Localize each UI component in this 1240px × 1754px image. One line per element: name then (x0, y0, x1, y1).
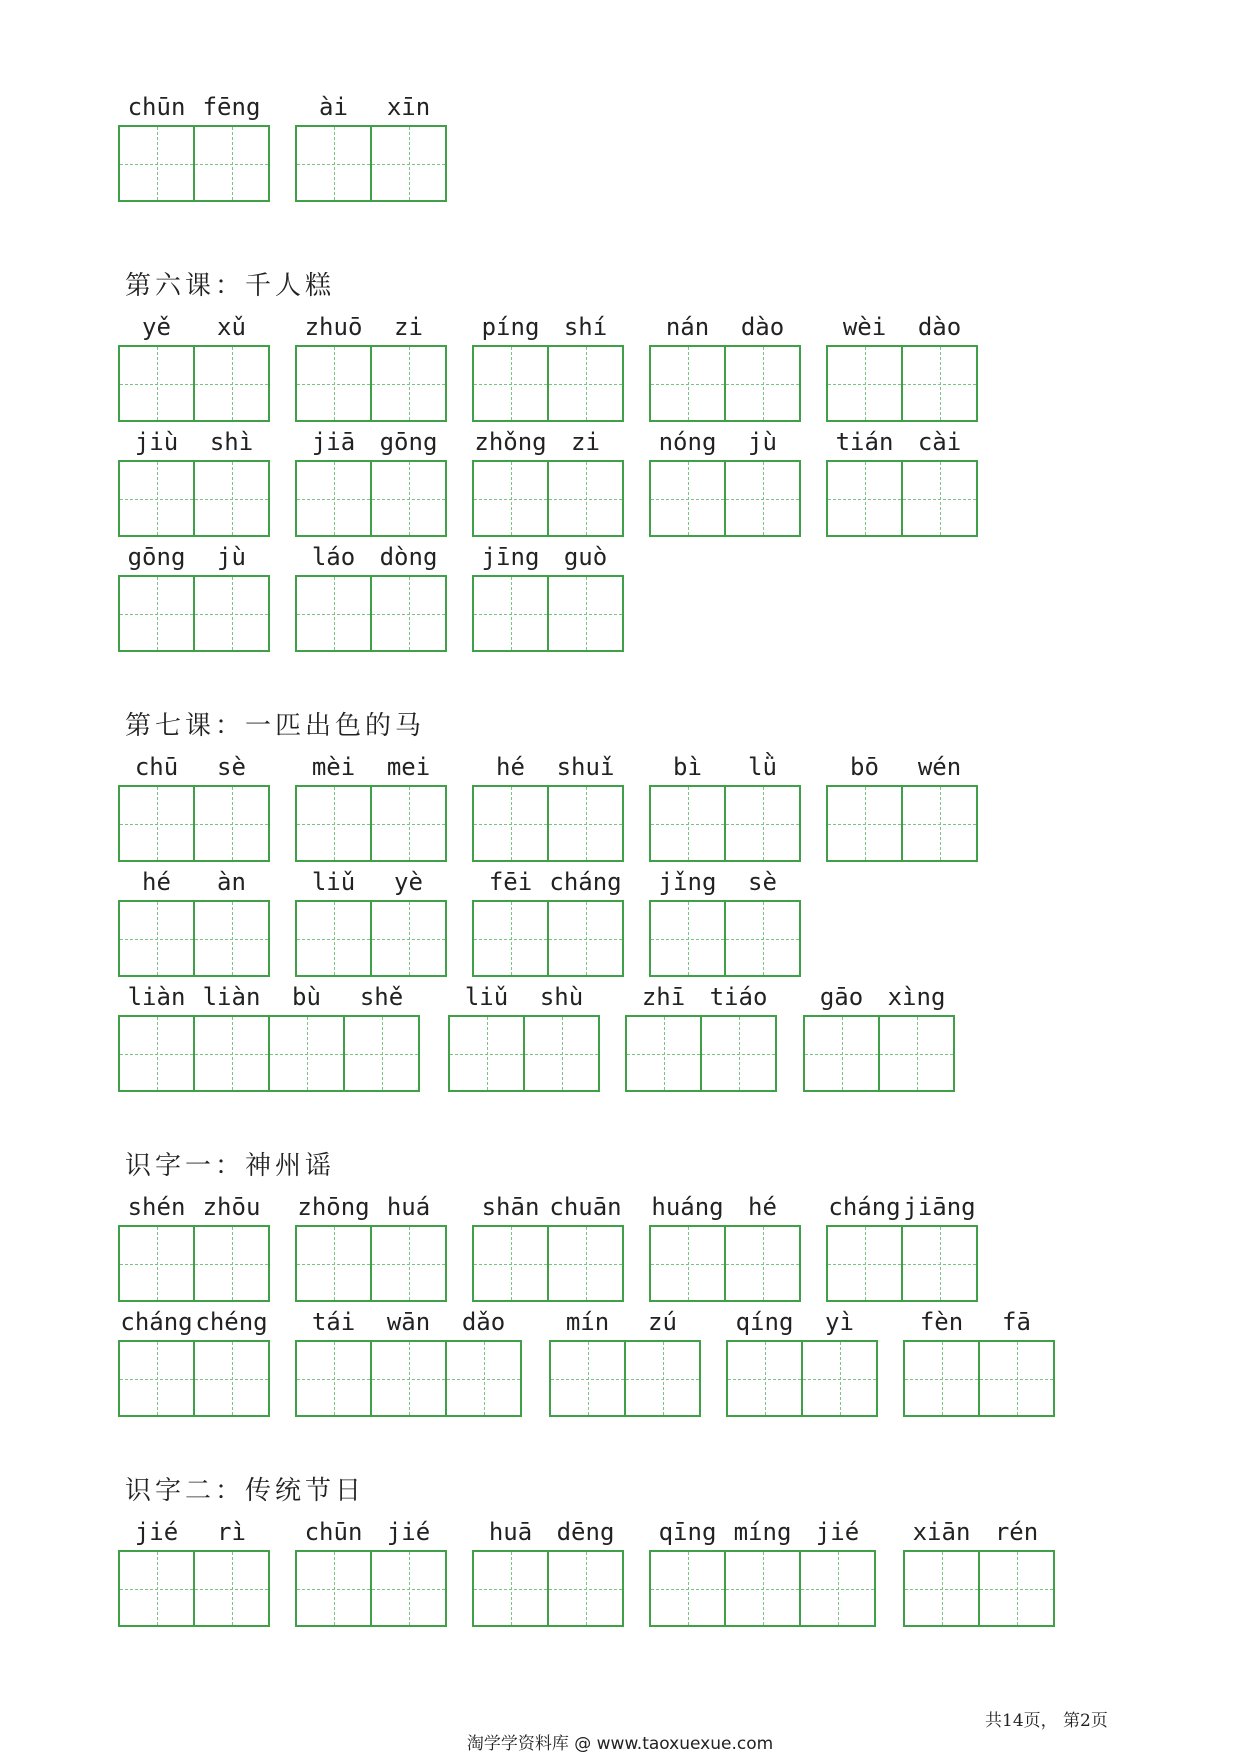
pinyin-syllable: xiān (912, 1518, 971, 1546)
writing-cell[interactable] (649, 1550, 726, 1627)
pinyin-row (826, 1192, 978, 1222)
pinyin-syllable: tián (835, 428, 894, 456)
writing-cell[interactable] (523, 1015, 600, 1092)
tian-grid (826, 785, 978, 862)
writing-cell[interactable] (193, 1015, 270, 1092)
tian-grid (649, 1225, 801, 1302)
tian-grid (295, 785, 447, 862)
writing-cell[interactable] (901, 345, 978, 422)
pinyin-syllable: jié (386, 1518, 431, 1546)
pinyin-row (549, 1307, 701, 1337)
pinyin-syllable: shí (563, 313, 608, 341)
pinyin-row (649, 1192, 801, 1222)
writing-cell[interactable] (472, 345, 549, 422)
writing-cell[interactable] (724, 460, 801, 537)
tian-grid (649, 785, 801, 862)
pinyin-syllable: yě (142, 313, 171, 341)
pinyin-syllable: liàn (127, 983, 186, 1011)
writing-cell[interactable] (370, 1340, 447, 1417)
writing-cell[interactable] (295, 1550, 372, 1627)
pinyin-syllable: fēng (202, 93, 261, 121)
tian-grid (826, 460, 978, 537)
pinyin-row (472, 867, 624, 897)
pinyin-row (118, 1307, 270, 1337)
pinyin-syllable: guò (563, 543, 608, 571)
pinyin-syllable: nán (665, 313, 710, 341)
tian-grid (649, 1550, 876, 1627)
pinyin-row (295, 1517, 447, 1547)
pinyin-syllable: tái (311, 1308, 356, 1336)
writing-cell[interactable] (370, 900, 447, 977)
pinyin-row (118, 1192, 270, 1222)
writing-cell[interactable] (649, 900, 726, 977)
writing-cell[interactable] (370, 785, 447, 862)
pinyin-syllable: jiù (134, 428, 179, 456)
pinyin-row (448, 982, 600, 1012)
pinyin-syllable: nóng (658, 428, 717, 456)
writing-cell[interactable] (295, 125, 372, 202)
pinyin-syllable: chuān (549, 1193, 622, 1221)
writing-cell[interactable] (295, 900, 372, 977)
pinyin-syllable: liǔ (311, 868, 356, 896)
writing-cell[interactable] (978, 1340, 1055, 1417)
pinyin-row (295, 1192, 447, 1222)
pinyin-syllable: fēi (488, 868, 533, 896)
writing-cell[interactable] (295, 460, 372, 537)
pinyin-row (295, 312, 447, 342)
tian-grid (118, 345, 270, 422)
writing-cell[interactable] (118, 575, 195, 652)
pinyin-row (472, 752, 624, 782)
pinyin-syllable: xìng (887, 983, 946, 1011)
writing-cell[interactable] (649, 785, 726, 862)
writing-cell[interactable] (295, 1225, 372, 1302)
pinyin-row (118, 92, 270, 122)
writing-cell[interactable] (445, 1340, 522, 1417)
tian-grid (295, 125, 447, 202)
pinyin-syllable: zhuō (304, 313, 363, 341)
pinyin-syllable: cháng (549, 868, 622, 896)
tian-grid (295, 575, 447, 652)
pinyin-syllable: gāo (819, 983, 864, 1011)
pinyin-row (649, 1517, 876, 1547)
writing-cell[interactable] (193, 460, 270, 537)
pinyin-row (826, 312, 978, 342)
pinyin-syllable: zhī (641, 983, 686, 1011)
pinyin-syllable: jié (134, 1518, 179, 1546)
writing-cell[interactable] (472, 460, 549, 537)
tian-grid (472, 900, 624, 977)
writing-cell[interactable] (799, 1550, 876, 1627)
tian-grid (649, 345, 801, 422)
writing-cell[interactable] (118, 1015, 195, 1092)
writing-cell[interactable] (370, 1225, 447, 1302)
lesson-title: 第六课：千人糕 (125, 271, 336, 301)
pinyin-syllable: liàn (202, 983, 261, 1011)
pinyin-syllable: yè (394, 868, 423, 896)
pinyin-syllable: zhōu (202, 1193, 261, 1221)
tian-grid (118, 1550, 270, 1627)
writing-cell[interactable] (118, 1340, 195, 1417)
pinyin-syllable: dào (917, 313, 962, 341)
site-watermark: 淘学学资料库 @ www.taoxuexue.com (466, 1734, 774, 1754)
pinyin-syllable: ài (319, 93, 348, 121)
pinyin-syllable: jù (217, 543, 246, 571)
pinyin-syllable: gōng (379, 428, 438, 456)
pinyin-syllable: zi (571, 428, 600, 456)
tian-grid (903, 1550, 1055, 1627)
pinyin-syllable: cài (917, 428, 962, 456)
writing-cell[interactable] (901, 460, 978, 537)
writing-cell[interactable] (901, 1225, 978, 1302)
pinyin-syllable: shì (209, 428, 254, 456)
tian-grid (118, 460, 270, 537)
pinyin-syllable: bì (673, 753, 702, 781)
tian-grid (472, 575, 624, 652)
writing-cell[interactable] (649, 1225, 726, 1302)
pinyin-syllable: mín (565, 1308, 610, 1336)
pinyin-row (295, 92, 447, 122)
tian-grid (472, 785, 624, 862)
writing-cell[interactable] (343, 1015, 420, 1092)
tian-grid (295, 460, 447, 537)
pinyin-syllable: huáng (651, 1193, 724, 1221)
writing-cell[interactable] (295, 1340, 372, 1417)
tian-grid (118, 1225, 270, 1302)
pinyin-row (649, 867, 801, 897)
writing-cell[interactable] (370, 1550, 447, 1627)
tian-grid (803, 1015, 955, 1092)
pinyin-syllable: zú (648, 1308, 677, 1336)
tian-grid (118, 900, 270, 977)
pinyin-syllable: shě (359, 983, 404, 1011)
pinyin-row (295, 427, 447, 457)
pinyin-syllable: hé (142, 868, 171, 896)
pinyin-syllable: dòng (379, 543, 438, 571)
pinyin-row (118, 1517, 270, 1547)
pinyin-syllable: míng (733, 1518, 792, 1546)
pinyin-syllable: jǐng (658, 868, 717, 896)
pinyin-row (118, 982, 420, 1012)
pinyin-syllable: rì (217, 1518, 246, 1546)
writing-cell[interactable] (803, 1015, 880, 1092)
pinyin-syllable: fā (1002, 1308, 1031, 1336)
writing-cell[interactable] (547, 460, 624, 537)
pinyin-row (118, 312, 270, 342)
pinyin-syllable: huā (488, 1518, 533, 1546)
writing-cell[interactable] (547, 1550, 624, 1627)
writing-cell[interactable] (978, 1550, 1055, 1627)
pinyin-row (118, 427, 270, 457)
writing-cell[interactable] (472, 785, 549, 862)
tian-grid (472, 460, 624, 537)
pinyin-row (826, 752, 978, 782)
writing-cell[interactable] (370, 460, 447, 537)
tian-grid (295, 345, 447, 422)
pinyin-syllable: rén (994, 1518, 1039, 1546)
pinyin-row (295, 1307, 522, 1337)
writing-cell[interactable] (724, 345, 801, 422)
writing-cell[interactable] (193, 345, 270, 422)
pinyin-syllable: dào (740, 313, 785, 341)
writing-cell[interactable] (903, 1550, 980, 1627)
writing-cell[interactable] (649, 460, 726, 537)
pinyin-syllable: yì (825, 1308, 854, 1336)
tian-grid (118, 575, 270, 652)
pinyin-syllable: bō (850, 753, 879, 781)
pinyin-syllable: sè (748, 868, 777, 896)
writing-cell[interactable] (118, 460, 195, 537)
pinyin-row (118, 867, 270, 897)
pinyin-syllable: xǔ (217, 313, 246, 341)
pinyin-row (625, 982, 777, 1012)
pinyin-row (803, 982, 955, 1012)
pinyin-row (472, 542, 624, 572)
writing-cell[interactable] (724, 785, 801, 862)
pinyin-syllable: shuǐ (556, 753, 615, 781)
writing-cell[interactable] (826, 785, 903, 862)
pinyin-row (472, 1192, 624, 1222)
pinyin-syllable: hé (748, 1193, 777, 1221)
writing-cell[interactable] (826, 460, 903, 537)
pinyin-row (118, 542, 270, 572)
tian-grid (118, 1015, 420, 1092)
pinyin-row (649, 752, 801, 782)
page-number: 共14页， 第2页 (985, 1711, 1108, 1731)
tian-grid (295, 900, 447, 977)
pinyin-syllable: dǎo (461, 1308, 506, 1336)
writing-cell[interactable] (801, 1340, 878, 1417)
tian-grid (472, 345, 624, 422)
pinyin-syllable: xīn (386, 93, 431, 121)
pinyin-syllable: wān (386, 1308, 431, 1336)
tian-grid (472, 1225, 624, 1302)
writing-cell[interactable] (826, 345, 903, 422)
writing-cell[interactable] (118, 785, 195, 862)
pinyin-syllable: wèi (842, 313, 887, 341)
writing-cell[interactable] (193, 1340, 270, 1417)
writing-cell[interactable] (118, 1225, 195, 1302)
tian-grid (903, 1340, 1055, 1417)
pinyin-row (472, 312, 624, 342)
pinyin-row (295, 867, 447, 897)
writing-cell[interactable] (547, 1225, 624, 1302)
pinyin-syllable: jīng (481, 543, 540, 571)
tian-grid (118, 125, 270, 202)
writing-cell[interactable] (268, 1015, 345, 1092)
pinyin-row (903, 1307, 1055, 1337)
writing-cell[interactable] (903, 1340, 980, 1417)
pinyin-row (903, 1517, 1055, 1547)
lesson-title: 识字二：传统节日 (125, 1476, 366, 1506)
pinyin-syllable: zhōng (297, 1193, 370, 1221)
writing-cell[interactable] (878, 1015, 955, 1092)
pinyin-syllable: huá (386, 1193, 431, 1221)
tian-grid (549, 1340, 701, 1417)
writing-cell[interactable] (625, 1015, 702, 1092)
writing-cell[interactable] (472, 1550, 549, 1627)
writing-cell[interactable] (193, 1225, 270, 1302)
pinyin-syllable: bù (292, 983, 321, 1011)
pinyin-syllable: chū (134, 753, 179, 781)
pinyin-syllable: shān (481, 1193, 540, 1221)
pinyin-row (726, 1307, 878, 1337)
pinyin-row (118, 752, 270, 782)
writing-cell[interactable] (901, 785, 978, 862)
tian-grid (118, 785, 270, 862)
pinyin-row (826, 427, 978, 457)
tian-grid (649, 460, 801, 537)
pinyin-syllable: jiā (311, 428, 356, 456)
tian-grid (649, 900, 801, 977)
writing-cell[interactable] (472, 900, 549, 977)
tian-grid (625, 1015, 777, 1092)
writing-cell[interactable] (700, 1015, 777, 1092)
writing-cell[interactable] (193, 785, 270, 862)
pinyin-syllable: chūn (304, 1518, 363, 1546)
pinyin-syllable: liǔ (464, 983, 509, 1011)
writing-cell[interactable] (472, 575, 549, 652)
pinyin-syllable: àn (217, 868, 246, 896)
pinyin-syllable: láo (311, 543, 356, 571)
pinyin-syllable: lǜ (748, 753, 777, 781)
pinyin-row (295, 752, 447, 782)
writing-cell[interactable] (472, 1225, 549, 1302)
pinyin-row (649, 427, 801, 457)
tian-grid (295, 1550, 447, 1627)
pinyin-syllable: hé (496, 753, 525, 781)
pinyin-syllable: mèi (311, 753, 356, 781)
writing-cell[interactable] (193, 1550, 270, 1627)
writing-cell[interactable] (118, 900, 195, 977)
writing-cell[interactable] (118, 125, 195, 202)
tian-grid (448, 1015, 600, 1092)
writing-cell[interactable] (547, 345, 624, 422)
writing-cell[interactable] (118, 345, 195, 422)
writing-cell[interactable] (370, 345, 447, 422)
writing-cell[interactable] (370, 125, 447, 202)
pinyin-syllable: píng (481, 313, 540, 341)
lesson-title: 识字一：神州谣 (125, 1151, 336, 1181)
writing-cell[interactable] (193, 575, 270, 652)
writing-cell[interactable] (724, 1550, 801, 1627)
pinyin-syllable: zhǒng (474, 428, 547, 456)
pinyin-syllable: gōng (127, 543, 186, 571)
writing-cell[interactable] (649, 345, 726, 422)
writing-cell[interactable] (724, 1225, 801, 1302)
writing-cell[interactable] (448, 1015, 525, 1092)
writing-cell[interactable] (547, 575, 624, 652)
writing-cell[interactable] (547, 900, 624, 977)
writing-cell[interactable] (726, 1340, 803, 1417)
pinyin-syllable: fèn (919, 1308, 964, 1336)
tian-grid (118, 1340, 270, 1417)
writing-cell[interactable] (295, 785, 372, 862)
pinyin-syllable: cháng (828, 1193, 901, 1221)
pinyin-syllable: cháng (120, 1308, 193, 1336)
pinyin-syllable: mei (386, 753, 431, 781)
pinyin-syllable: shù (539, 983, 584, 1011)
writing-cell[interactable] (370, 575, 447, 652)
pinyin-row (472, 427, 624, 457)
pinyin-syllable: zi (394, 313, 423, 341)
pinyin-row (472, 1517, 624, 1547)
writing-cell[interactable] (724, 900, 801, 977)
writing-cell[interactable] (193, 125, 270, 202)
tian-grid (295, 1225, 447, 1302)
writing-cell[interactable] (118, 1550, 195, 1627)
pinyin-syllable: wén (917, 753, 962, 781)
writing-cell[interactable] (826, 1225, 903, 1302)
writing-cell[interactable] (295, 345, 372, 422)
pinyin-syllable: qíng (735, 1308, 794, 1336)
pinyin-syllable: qīng (658, 1518, 717, 1546)
pinyin-syllable: chéng (195, 1308, 268, 1336)
pinyin-syllable: chūn (127, 93, 186, 121)
pinyin-row (295, 542, 447, 572)
writing-cell[interactable] (547, 785, 624, 862)
tian-grid (295, 1340, 522, 1417)
tian-grid (472, 1550, 624, 1627)
tian-grid (826, 345, 978, 422)
pinyin-syllable: jiāng (903, 1193, 976, 1221)
writing-cell[interactable] (193, 900, 270, 977)
pinyin-syllable: tiáo (709, 983, 768, 1011)
writing-cell[interactable] (295, 575, 372, 652)
pinyin-syllable: jié (815, 1518, 860, 1546)
pinyin-syllable: jù (748, 428, 777, 456)
pinyin-row (649, 312, 801, 342)
pinyin-syllable: sè (217, 753, 246, 781)
tian-grid (726, 1340, 878, 1417)
pinyin-syllable: dēng (556, 1518, 615, 1546)
writing-cell[interactable] (624, 1340, 701, 1417)
lesson-title: 第七课：一匹出色的马 (125, 711, 426, 741)
writing-cell[interactable] (549, 1340, 626, 1417)
tian-grid (826, 1225, 978, 1302)
pinyin-syllable: shén (127, 1193, 186, 1221)
